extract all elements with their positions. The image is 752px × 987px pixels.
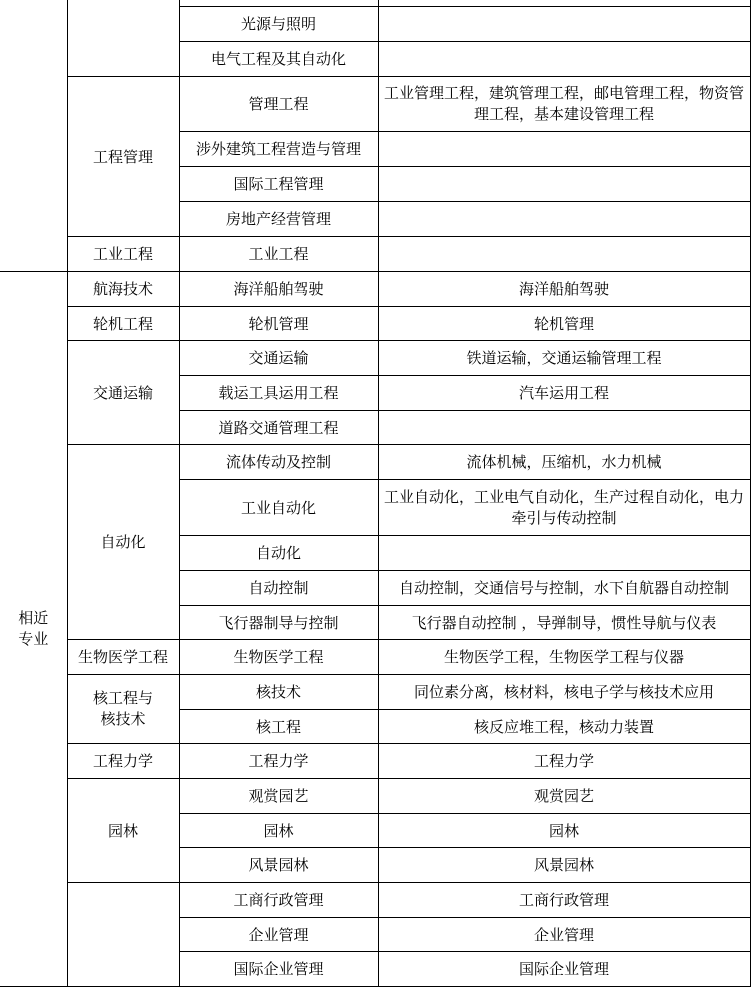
major-cell: 国际企业管理 — [179, 952, 378, 987]
category-cell: 交通运输 — [67, 341, 179, 445]
category-cell: 航海技术 — [67, 272, 179, 307]
table-row — [0, 675, 750, 710]
table-row — [0, 307, 750, 341]
group-label: 相近专业 — [18, 609, 49, 648]
formerly-cell: 核反应堆工程，核动力装置 — [378, 710, 750, 744]
formerly-cell: 工商行政管理 — [378, 883, 750, 918]
formerly-cell — [378, 42, 750, 77]
major-cell: 风景园林 — [179, 848, 378, 883]
table-row — [0, 445, 750, 480]
formerly-cell — [378, 7, 750, 42]
major-cell: 工商行政管理 — [179, 883, 378, 918]
formerly-cell: 轮机管理 — [378, 307, 750, 341]
category-cell — [67, 675, 179, 744]
major-cell: 企业管理 — [179, 918, 378, 952]
major-cell: 道路交通管理工程 — [179, 411, 378, 445]
major-cell: 流体传动及控制 — [179, 445, 378, 480]
category-cell-blank — [67, 883, 179, 987]
major-cell: 国际工程管理 — [179, 167, 378, 202]
major-cell: 光源与照明 — [179, 7, 378, 42]
formerly-cell: 工程力学 — [378, 744, 750, 779]
formerly-cell — [378, 536, 750, 571]
formerly-cell — [378, 411, 750, 445]
formerly-cell — [378, 237, 750, 272]
major-cell: 房地产经营管理 — [179, 202, 378, 237]
category-cell: 轮机工程 — [67, 307, 179, 341]
major-cell: 海洋船舶驾驶 — [179, 272, 378, 307]
major-cell: 自动控制 — [179, 571, 378, 606]
formerly-cell: 铁道运输，交通运输管理工程 — [378, 341, 750, 376]
major-cell: 涉外建筑工程营造与管理 — [179, 132, 378, 167]
table-row — [0, 640, 750, 675]
category-cell: 生物医学工程 — [67, 640, 179, 675]
formerly-cell — [378, 202, 750, 237]
major-cell: 载运工具运用工程 — [179, 376, 378, 411]
major-cell: 核工程 — [179, 710, 378, 744]
formerly-cell — [378, 167, 750, 202]
major-cell: 飞行器制导与控制 — [179, 606, 378, 640]
table-row — [0, 341, 750, 376]
formerly-cell: 工业自动化，工业电气自动化，生产过程自动化，电力牵引与传动控制 — [378, 480, 750, 536]
category-cell: 自动化 — [67, 445, 179, 640]
category-cell: 园林 — [67, 779, 179, 883]
formerly-cell: 工业管理工程，建筑管理工程，邮电管理工程，物资管理工程，基本建设管理工程 — [378, 77, 750, 132]
formerly-cell: 流体机械，压缩机，水力机械 — [378, 445, 750, 480]
formerly-cell: 汽车运用工程 — [378, 376, 750, 411]
major-cell: 工业工程 — [179, 237, 378, 272]
formerly-cell: 同位素分离，核材料，核电子学与核技术应用 — [378, 675, 750, 710]
category-cell: 工程管理 — [67, 77, 179, 237]
major-cell: 电气工程及其自动化 — [179, 42, 378, 77]
formerly-cell: 风景园林 — [378, 848, 750, 883]
table-row — [0, 779, 750, 814]
formerly-cell: 生物医学工程，生物医学工程与仪器 — [378, 640, 750, 675]
category-label: 核工程与核技术 — [92, 689, 153, 728]
group-cell-blank — [0, 0, 67, 272]
major-cell: 工程力学 — [179, 744, 378, 779]
table-row — [0, 744, 750, 779]
major-cell: 生物医学工程 — [179, 640, 378, 675]
group-cell — [0, 272, 67, 987]
major-cell: 自动化 — [179, 536, 378, 571]
table-row — [0, 272, 750, 307]
category-cell: 工程力学 — [67, 744, 179, 779]
table-row — [0, 883, 750, 918]
major-cell: 园林 — [179, 814, 378, 848]
formerly-cell: 自动控制，交通信号与控制，水下自航器自动控制 — [378, 571, 750, 606]
formerly-cell: 海洋船舶驾驶 — [378, 272, 750, 307]
formerly-cell: 园林 — [378, 814, 750, 848]
category-cell-blank — [67, 0, 179, 77]
category-cell: 工业工程 — [67, 237, 179, 272]
formerly-cell: 飞行器自动控制 ，导弹制导，惯性导航与仪表 — [378, 606, 750, 640]
major-cell: 交通运输 — [179, 341, 378, 376]
formerly-cell: 观赏园艺 — [378, 779, 750, 814]
formerly-cell: 企业管理 — [378, 918, 750, 952]
major-cell: 管理工程 — [179, 77, 378, 132]
table-row — [0, 237, 750, 272]
major-cell: 核技术 — [179, 675, 378, 710]
major-cell: 工业自动化 — [179, 480, 378, 536]
major-cell: 观赏园艺 — [179, 779, 378, 814]
major-cell: 轮机管理 — [179, 307, 378, 341]
formerly-cell — [378, 132, 750, 167]
table-row — [0, 77, 750, 132]
formerly-cell: 国际企业管理 — [378, 952, 750, 987]
